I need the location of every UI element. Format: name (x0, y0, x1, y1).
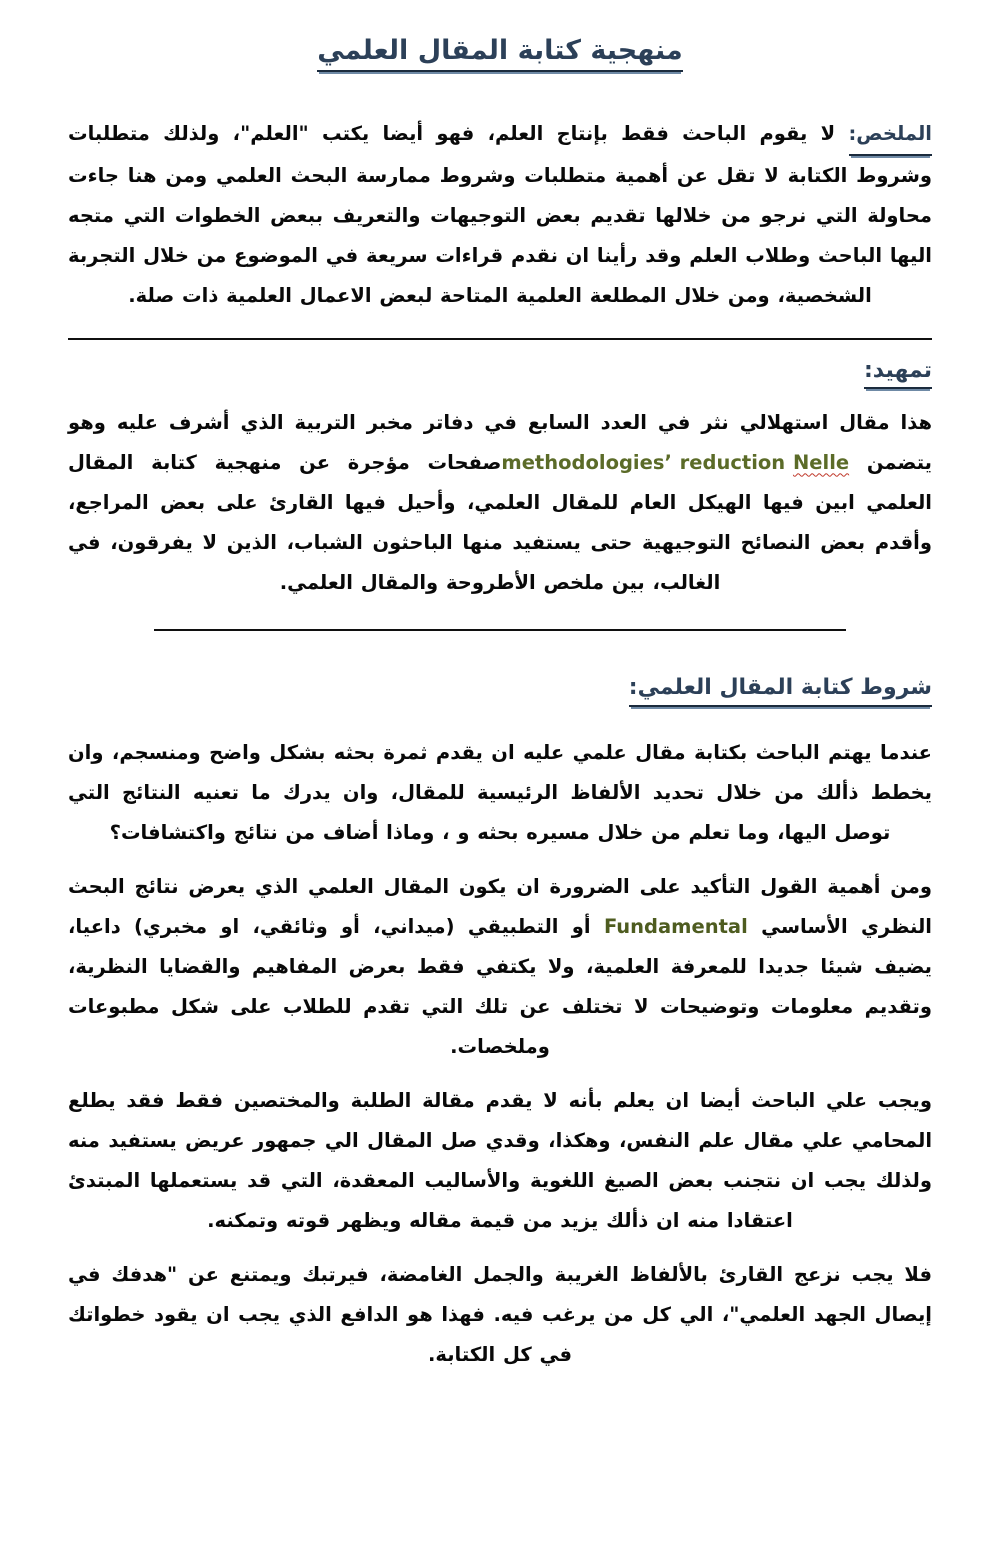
conditions-paragraph-1: عندما يهتم الباحث بكتابة مقال علمي عليه ان يقدم ثمرة بحثه بشكل واضح ومنسجم، وان يخطط ذألك من خلال تحديد الألفاظ الرئيسية للمقال، وان يدرك ما تعنيه النتائج التي توصل اليها، وما تعلم من خلال مسيره بحثه و ، وماذا أضاف من نتائج واكتشافات؟ (68, 741, 932, 844)
spacer-intro (68, 389, 932, 403)
spacer-p2-p3 (68, 1067, 932, 1081)
doc-title-text: منهجية كتابة المقال العلمي (317, 34, 683, 72)
conditions-paragraph-3: فلا يجب نزعج القارئ بالألفاظ الغريبة والجمل الغامضة، فيرتبك ويمتنع عن "هدفك في إيصال الجهد العلمي"، الي كل من يرغب فيه. فهذا هو الدافع الذي يجب ان يقود خطواتك في كل الكتابة. (68, 1262, 932, 1366)
fundamental-english-term: Fundamental (603, 914, 748, 938)
intro-paragraph (68, 403, 932, 603)
intro-part-2: صفحات مؤجرة عن منهجية كتابة المقال العلمي ابين فيها الهيكل العام للمقال العلمي، وأحيل فيها القارئ على بعض المراجع، وأقدم بعض النصائح التوجيهية حتى يستفيد منها الباحثون الشباب، الذين لا يفرقون، في الغالب، بين ملخص الأطروحة والمقال العلمي. (68, 451, 932, 595)
conditions-paragraph-2: ويجب علي الباحث أيضا ان يعلم بأنه لا يقدم مقالة الطلبة والمختصين فقط فقد يطلع المحامي علي مقال علم النفس، وهكذا، وقدي صل المقال الي جمهور عريض يستفيد منه ولذلك يجب ان نتجنب بعض الصيغ اللغوية والأساليب المعقدة، التي قد يستعملها المبتدئ اعتقادا منه ان ذألك يزيد من قيمة مقاله ويظهر قوته وتمكنه. (68, 1088, 932, 1232)
fundamental-part-2: أو التطبيقي (ميداني، أو وثائقي، او مخبري) داعيا، يضيف شيئا جديدا للمعرفة العلمية، ولا يكتفي فقط بعرض المفاهيم والقضايا النظرية، وتقديم معلومات وتوضيحات لا تختلف عن تلك التي تقدم للطلاب على شكل مطبوعات وملخصات. (68, 914, 932, 1058)
spacer-after-title (68, 76, 932, 114)
intro-english-phrase (501, 443, 849, 483)
conditions-heading-text: شروط كتابة المقال العلمي: (629, 673, 932, 707)
conditions-fundamental-paragraph (68, 867, 932, 1067)
abstract-body: لا يقوم الباحث فقط بإنتاج العلم، فهو أيضا يكتب "العلم"، ولذلك متطلبات وشروط الكتابة لا تقل عن أهمية متطلبات وشروط ممارسة البحث العلمي ومن هنا جاءت محاولة التي نرجو من خلالها تقديم بعض التوجيهات والتعريف ببعض الخطوات التي متجه اليها الباحث وطلاب العلم وقد رأينا ان نقدم قراءات سريعة في الموضوع من خلال التجربة الشخصية، ومن خلال المطلعة العلمية المتاحة لبعض الاعمال العلمية ذات صلة. (68, 121, 932, 307)
spacer-p1-p2 (68, 853, 932, 867)
intro-english-misspelled-word: Nelle (792, 451, 850, 475)
spacer-after-conditions-heading (68, 707, 932, 733)
spacer-p3-p4 (68, 1241, 932, 1255)
page-title (68, 34, 932, 76)
intro-english-lead: methodologies’ reduction (501, 451, 786, 475)
intro-heading-text: تمهيد: (864, 356, 932, 390)
intro-heading (68, 356, 932, 390)
intro-part-1: هذا مقال استهلالي نثر في العدد السابع في دفاتر مخبر التربية الذي أشرف عليه وهو يتضمن (68, 411, 932, 475)
fundamental-part-1: ومن أهمية القول التأكيد على الضرورة ان يكون المقال العلمي الذي يعرض نتائج البحث النظري الأساسي (68, 874, 932, 938)
conditions-heading (68, 673, 932, 707)
section-divider-1 (68, 338, 932, 340)
section-divider-2 (154, 629, 845, 631)
abstract-paragraph (68, 114, 932, 316)
spacer-before-conditions (68, 647, 932, 673)
abstract-heading: الملخص: (849, 114, 933, 156)
